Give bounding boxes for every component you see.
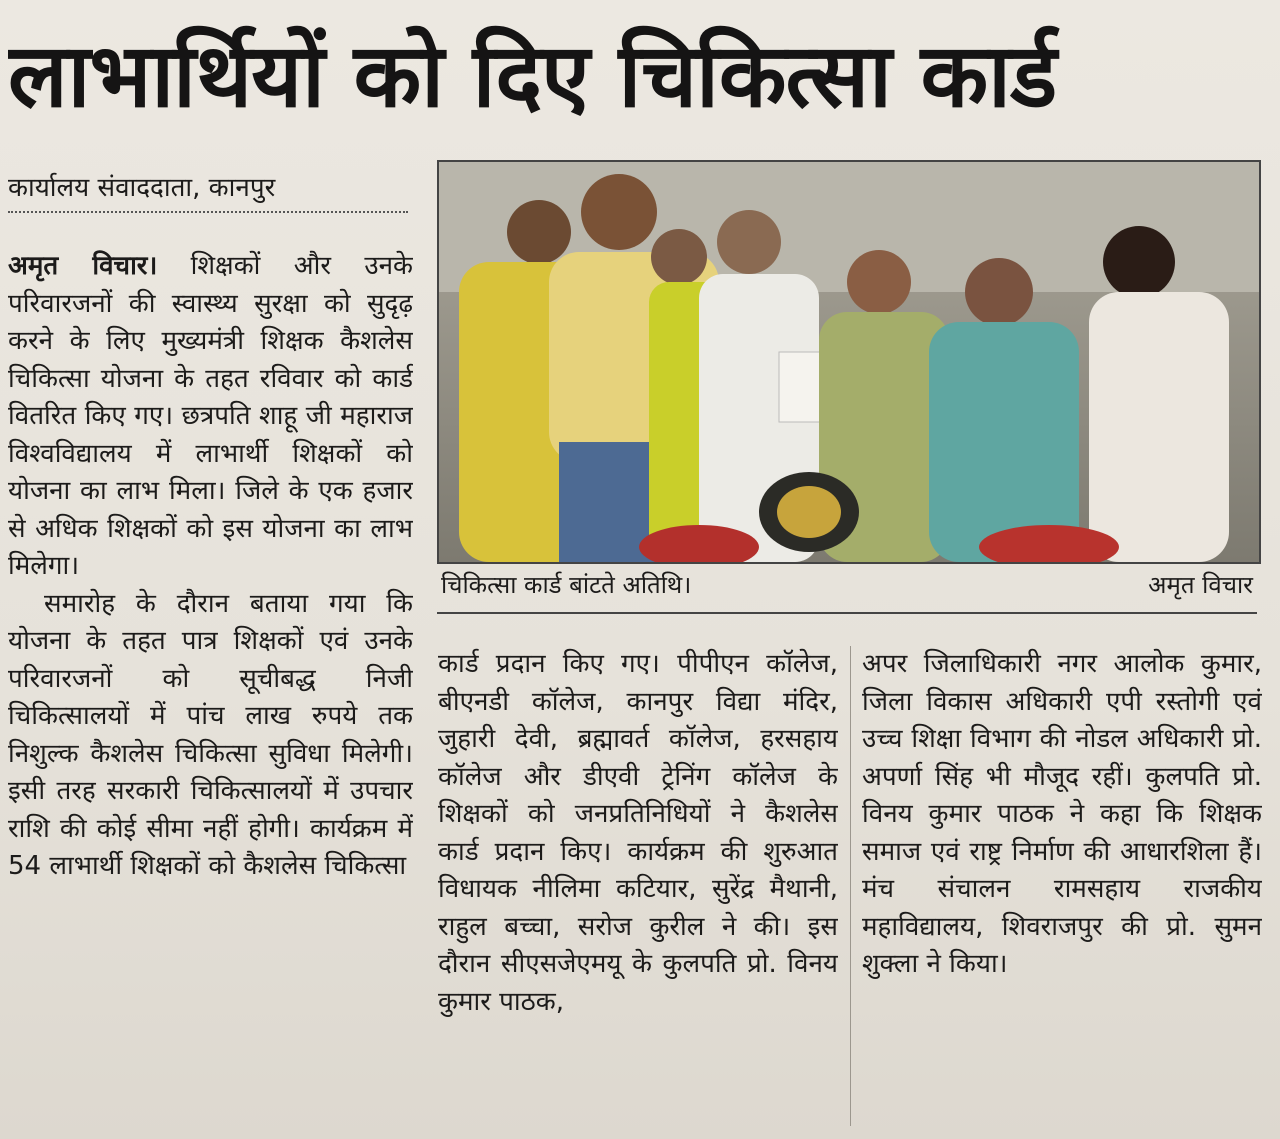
- news-photo: [437, 160, 1261, 564]
- caption-divider: [437, 612, 1257, 614]
- column-divider: [850, 646, 851, 1126]
- headline: लाभार्थियों को दिए चिकित्सा कार्ड: [8, 24, 1057, 127]
- photo-caption-row: [437, 560, 1257, 610]
- article-column-2-text: कार्ड प्रदान किए गए। पीपीएन कॉलेज, बीएनडी कॉलेज, कानपुर विद्या मंदिर, जुहारी देवी, ब्रह्मावर्त कॉलेज, हरसहाय कॉलेज और डीएवी ट्रेनिंग कॉलेज के शिक्षकों को जनप्रतिनिधियों ने कैशलेस कार्ड प्रदान किए। कार्यक्रम की शुरुआत विधायक नीलिमा कटियार, सुरेंद्र मैथानी, राहुल बच्चा, सरोज कुरील ने की। इस दौरान सीएसजेएमयू के कुलपति प्रो. विनय कुमार पाठक,: [438, 649, 838, 1017]
- photo-caption: चिकित्सा कार्ड बांटते अतिथि।: [441, 571, 692, 599]
- article-lead: अमृत विचार।: [8, 251, 158, 281]
- photo-credit: अमृत विचार: [1148, 571, 1253, 599]
- news-photo-illustration: [439, 162, 1259, 562]
- byline: कार्यालय संवाददाता, कानपुर: [8, 173, 276, 203]
- article-paragraph-1: [8, 248, 413, 586]
- article-paragraph-2: समारोह के दौरान बताया गया कि योजना के तहत पात्र शिक्षकों एवं उनके परिवारजनों को सूचीबद्ध निजी चिकित्सालयों में पांच लाख रुपये तक निशुल्क कैशलेस चिकित्सा सुविधा मिलेगी। इसी तरह सरकारी चिकित्सालयों में उपचार राशि की कोई सीमा नहीं होगी। कार्यक्रम में 54 लाभार्थी शिक्षकों को कैशलेस चिकित्सा: [8, 588, 413, 881]
- article-paragraph-1-text: शिक्षकों और उनके परिवारजनों की स्वास्थ्य सुरक्षा को सुदृढ़ करने के लिए मुख्यमंत्री शिक्षक कैशलेस चिकित्सा योजना के तहत रविवार को कार्ड वितरित किए गए। छत्रपति शाहू जी महाराज विश्वविद्यालय में लाभार्थी शिक्षकों को योजना का लाभ मिला। जिले के एक हजार से अधिक शिक्षकों को इस योजना का लाभ मिलेगा।: [8, 251, 413, 581]
- byline-divider: [8, 211, 408, 213]
- article-column-1: [8, 248, 413, 1133]
- article-column-3-text: अपर जिलाधिकारी नगर आलोक कुमार, जिला विकास अधिकारी एपी रस्तोगी एवं उच्च शिक्षा विभाग की नोडल अधिकारी प्रो. अपर्णा सिंह भी मौजूद रहीं। कुलपति प्रो. विनय कुमार पाठक ने कहा कि शिक्षक समाज एवं राष्ट्र निर्माण की आधारशिला हैं। मंच संचालन रामसहाय राजकीय महाविद्यालय, शिवराजपुर की प्रो. सुमन शुक्ला ने किया।: [862, 649, 1262, 979]
- article-column-2: [438, 646, 838, 1133]
- article-column-3: [862, 646, 1262, 1133]
